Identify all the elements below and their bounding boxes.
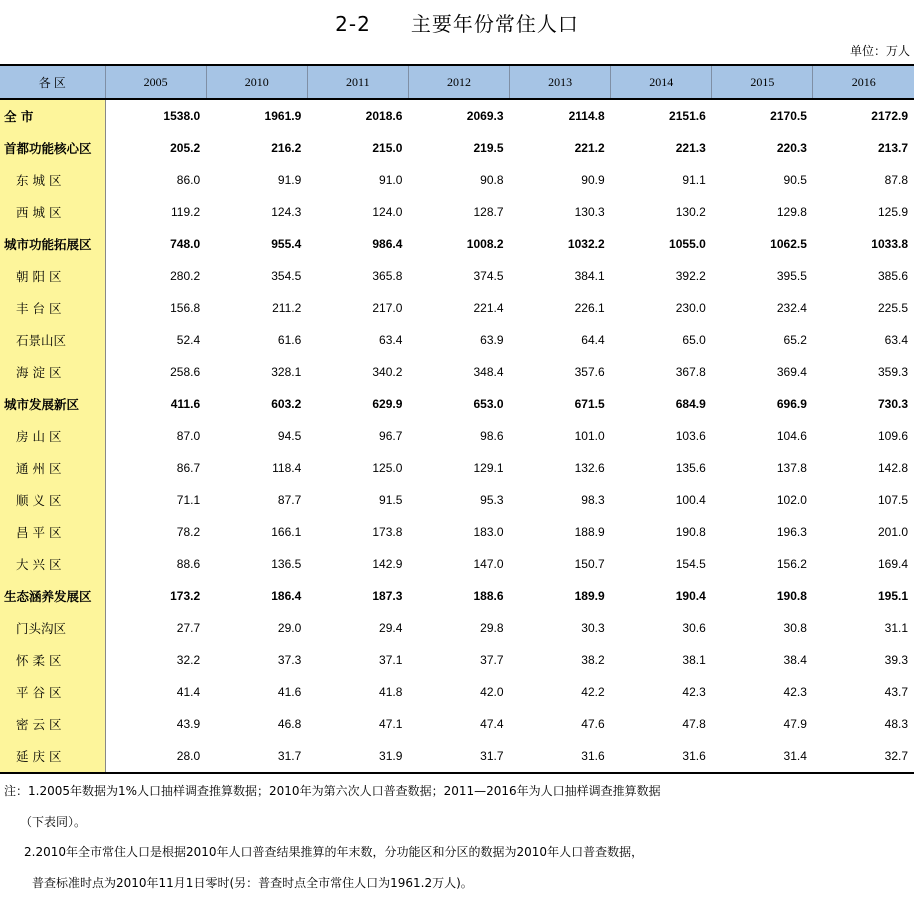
population-value: 150.7 [510,548,611,580]
population-value: 221.3 [611,132,712,164]
population-value: 48.3 [813,708,914,740]
population-value: 136.5 [206,548,307,580]
population-value: 196.3 [712,516,813,548]
population-value: 37.7 [408,644,509,676]
population-value: 169.4 [813,548,914,580]
population-value: 38.1 [611,644,712,676]
population-value: 365.8 [307,260,408,292]
population-value: 107.5 [813,484,914,516]
population-value: 986.4 [307,228,408,260]
population-value: 183.0 [408,516,509,548]
header-year: 2011 [307,65,408,99]
population-value: 31.6 [611,740,712,773]
population-value: 95.3 [408,484,509,516]
population-value: 1055.0 [611,228,712,260]
population-value: 31.4 [712,740,813,773]
population-value: 31.6 [510,740,611,773]
table-row [0,612,914,644]
district-name: 密 云 区 [0,708,105,740]
table-row [0,324,914,356]
population-value: 94.5 [206,420,307,452]
population-value: 31.1 [813,612,914,644]
population-value: 128.7 [408,196,509,228]
population-value: 47.4 [408,708,509,740]
population-value: 186.4 [206,580,307,612]
population-value: 147.0 [408,548,509,580]
table-row [0,708,914,740]
population-value: 188.6 [408,580,509,612]
population-value: 63.4 [307,324,408,356]
population-value: 71.1 [105,484,206,516]
table-body [0,99,914,773]
population-value: 1033.8 [813,228,914,260]
population-value: 130.3 [510,196,611,228]
population-value: 132.6 [510,452,611,484]
population-value: 384.1 [510,260,611,292]
district-name: 丰 台 区 [0,292,105,324]
population-value: 87.7 [206,484,307,516]
population-value: 78.2 [105,516,206,548]
population-value: 42.0 [408,676,509,708]
header-year: 2016 [813,65,914,99]
footnotes [4,776,910,898]
population-value: 230.0 [611,292,712,324]
population-value: 190.8 [611,516,712,548]
header-year: 2010 [206,65,307,99]
population-value: 47.8 [611,708,712,740]
population-value: 109.6 [813,420,914,452]
population-value: 32.7 [813,740,914,773]
population-value: 124.3 [206,196,307,228]
population-value: 63.9 [408,324,509,356]
population-value: 629.9 [307,388,408,420]
table-row [0,292,914,324]
district-name: 延 庆 区 [0,740,105,773]
population-value: 221.2 [510,132,611,164]
population-value: 226.1 [510,292,611,324]
population-value: 173.8 [307,516,408,548]
header-row [0,65,914,99]
header-year: 2014 [611,65,712,99]
table-row [0,516,914,548]
population-value: 280.2 [105,260,206,292]
header-year: 2012 [408,65,509,99]
population-value: 684.9 [611,388,712,420]
table-row [0,420,914,452]
population-value: 86.7 [105,452,206,484]
population-value: 385.6 [813,260,914,292]
population-value: 52.4 [105,324,206,356]
population-value: 219.5 [408,132,509,164]
population-value: 211.2 [206,292,307,324]
population-value: 2172.9 [813,99,914,132]
header-year: 2005 [105,65,206,99]
population-value: 64.4 [510,324,611,356]
district-name: 西 城 区 [0,196,105,228]
district-name: 城市发展新区 [0,388,105,420]
note-line: （下表同）。 [4,807,910,838]
population-value: 91.1 [611,164,712,196]
table-title: 主要年份常住人口 [411,12,579,36]
population-value: 188.9 [510,516,611,548]
population-value: 30.6 [611,612,712,644]
population-value: 41.6 [206,676,307,708]
population-value: 340.2 [307,356,408,388]
population-value: 367.8 [611,356,712,388]
population-value: 156.8 [105,292,206,324]
population-value: 90.5 [712,164,813,196]
population-value: 232.4 [712,292,813,324]
population-value: 201.0 [813,516,914,548]
population-value: 29.0 [206,612,307,644]
table-row [0,580,914,612]
population-value: 98.3 [510,484,611,516]
population-value: 90.8 [408,164,509,196]
population-value: 43.7 [813,676,914,708]
population-value: 98.6 [408,420,509,452]
population-value: 96.7 [307,420,408,452]
population-value: 91.5 [307,484,408,516]
table-row [0,484,914,516]
population-value: 37.3 [206,644,307,676]
population-value: 369.4 [712,356,813,388]
population-value: 41.8 [307,676,408,708]
population-value: 37.1 [307,644,408,676]
population-value: 1062.5 [712,228,813,260]
table-row [0,356,914,388]
note-line: 注：1.2005年数据为1%人口抽样调查推算数据；2010年为第六次人口普查数据；2011—2016年为人口抽样调查推算数据 [4,776,910,807]
population-value: 392.2 [611,260,712,292]
population-value: 103.6 [611,420,712,452]
table-number: 2-2 [335,12,371,36]
district-name: 朝 阳 区 [0,260,105,292]
population-value: 47.1 [307,708,408,740]
population-value: 124.0 [307,196,408,228]
note-line: 普查标准时点为2010年11月1日零时(另：普查时点全市常住人口为1961.2万人)。 [4,868,910,898]
district-name: 怀 柔 区 [0,644,105,676]
population-value: 142.9 [307,548,408,580]
population-value: 221.4 [408,292,509,324]
district-name: 顺 义 区 [0,484,105,516]
population-value: 411.6 [105,388,206,420]
district-name: 东 城 区 [0,164,105,196]
population-value: 30.8 [712,612,813,644]
district-name: 全 市 [0,99,105,132]
population-value: 135.6 [611,452,712,484]
population-value: 31.9 [307,740,408,773]
district-name: 通 州 区 [0,452,105,484]
district-name: 门头沟区 [0,612,105,644]
district-name: 平 谷 区 [0,676,105,708]
population-value: 190.4 [611,580,712,612]
population-value: 104.6 [712,420,813,452]
district-name: 昌 平 区 [0,516,105,548]
population-value: 118.4 [206,452,307,484]
population-value: 38.2 [510,644,611,676]
population-value: 653.0 [408,388,509,420]
population-value: 42.2 [510,676,611,708]
population-value: 130.2 [611,196,712,228]
population-value: 129.1 [408,452,509,484]
population-value: 31.7 [408,740,509,773]
population-value: 955.4 [206,228,307,260]
district-name: 房 山 区 [0,420,105,452]
population-value: 156.2 [712,548,813,580]
population-value: 86.0 [105,164,206,196]
population-value: 47.9 [712,708,813,740]
population-value: 41.4 [105,676,206,708]
population-value: 42.3 [611,676,712,708]
population-value: 100.4 [611,484,712,516]
population-value: 217.0 [307,292,408,324]
district-name: 城市功能拓展区 [0,228,105,260]
population-value: 30.3 [510,612,611,644]
population-value: 42.3 [712,676,813,708]
population-value: 671.5 [510,388,611,420]
population-value: 39.3 [813,644,914,676]
population-value: 119.2 [105,196,206,228]
population-value: 29.4 [307,612,408,644]
population-value: 220.3 [712,132,813,164]
population-value: 1008.2 [408,228,509,260]
population-value: 354.5 [206,260,307,292]
population-value: 696.9 [712,388,813,420]
header-year: 2013 [510,65,611,99]
table-row [0,132,914,164]
population-value: 38.4 [712,644,813,676]
population-value: 101.0 [510,420,611,452]
population-value: 154.5 [611,548,712,580]
population-value: 603.2 [206,388,307,420]
table-row [0,676,914,708]
population-value: 190.8 [712,580,813,612]
header-district: 各 区 [0,65,105,99]
table-row [0,260,914,292]
population-value: 258.6 [105,356,206,388]
table-row [0,228,914,260]
population-value: 374.5 [408,260,509,292]
header-year: 2015 [712,65,813,99]
population-value: 1961.9 [206,99,307,132]
population-value: 90.9 [510,164,611,196]
district-name: 大 兴 区 [0,548,105,580]
population-value: 137.8 [712,452,813,484]
population-value: 2170.5 [712,99,813,132]
district-name: 海 淀 区 [0,356,105,388]
population-value: 47.6 [510,708,611,740]
population-value: 125.9 [813,196,914,228]
table-row [0,388,914,420]
table-row [0,644,914,676]
population-value: 125.0 [307,452,408,484]
population-value: 195.1 [813,580,914,612]
population-value: 173.2 [105,580,206,612]
population-value: 1538.0 [105,99,206,132]
population-value: 46.8 [206,708,307,740]
population-value: 27.7 [105,612,206,644]
population-value: 348.4 [408,356,509,388]
population-value: 2018.6 [307,99,408,132]
table-row [0,164,914,196]
population-value: 87.8 [813,164,914,196]
population-value: 65.2 [712,324,813,356]
population-value: 1032.2 [510,228,611,260]
unit-label: 单位：万人 [850,42,910,59]
population-value: 31.7 [206,740,307,773]
population-value: 205.2 [105,132,206,164]
population-value: 216.2 [206,132,307,164]
population-value: 91.0 [307,164,408,196]
population-value: 43.9 [105,708,206,740]
population-value: 142.8 [813,452,914,484]
district-name: 首都功能核心区 [0,132,105,164]
population-value: 63.4 [813,324,914,356]
population-value: 61.6 [206,324,307,356]
population-value: 2069.3 [408,99,509,132]
table-row [0,452,914,484]
population-value: 730.3 [813,388,914,420]
page-title [0,8,914,37]
population-value: 357.6 [510,356,611,388]
population-value: 187.3 [307,580,408,612]
population-value: 2151.6 [611,99,712,132]
district-name: 生态涵养发展区 [0,580,105,612]
population-value: 87.0 [105,420,206,452]
population-value: 748.0 [105,228,206,260]
population-value: 215.0 [307,132,408,164]
population-value: 29.8 [408,612,509,644]
population-table [0,64,914,774]
population-value: 213.7 [813,132,914,164]
table-row [0,99,914,132]
table-row [0,548,914,580]
population-value: 102.0 [712,484,813,516]
population-value: 225.5 [813,292,914,324]
population-value: 129.8 [712,196,813,228]
population-value: 166.1 [206,516,307,548]
population-value: 189.9 [510,580,611,612]
population-value: 88.6 [105,548,206,580]
population-value: 2114.8 [510,99,611,132]
population-value: 328.1 [206,356,307,388]
note-line: 2.2010年全市常住人口是根据2010年人口普查结果推算的年末数，分功能区和分区的数据为2010年人口普查数据， [4,837,910,868]
district-name: 石景山区 [0,324,105,356]
population-value: 395.5 [712,260,813,292]
population-value: 28.0 [105,740,206,773]
population-value: 65.0 [611,324,712,356]
table-row [0,740,914,773]
population-value: 91.9 [206,164,307,196]
population-value: 359.3 [813,356,914,388]
population-value: 32.2 [105,644,206,676]
table-row [0,196,914,228]
